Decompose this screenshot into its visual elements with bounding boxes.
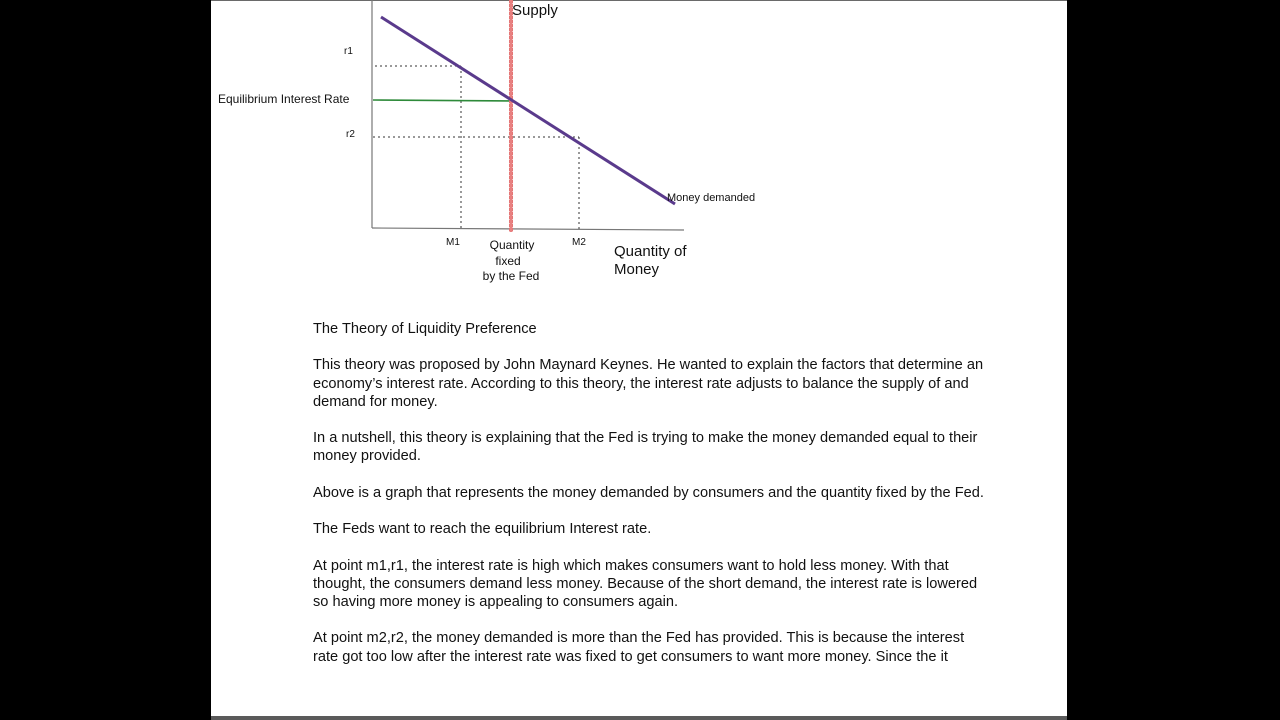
document-body	[313, 320, 993, 684]
paragraph-point-m2-r2: At point m2,r2, the money demanded is more than the Fed has provided. This is because the interest rate got too low after the interest rate was fixed to get consumers to want more money. Since the it	[313, 630, 965, 665]
paragraph-equilibrium-goal: The Feds want to reach the equilibrium Interest rate.	[313, 521, 652, 538]
equilibrium-rate-line	[373, 100, 511, 101]
x-axis-label	[614, 243, 687, 279]
money-demanded-label: Money demanded	[667, 192, 756, 204]
paragraph-nutshell: In a nutshell, this theory is explaining that the Fed is trying to make the money demanded equal to their money provided.	[313, 430, 978, 465]
quantity-fixed-label	[476, 238, 548, 285]
quantity-fixed-line-1: Quantity	[489, 238, 535, 252]
m2-label: M2	[572, 237, 586, 248]
r2-label: r2	[346, 129, 355, 140]
quantity-fixed-line-2: fixed	[495, 253, 521, 268]
quantity-fixed-line-3: by the Fed	[482, 269, 540, 283]
supply-label: Supply	[512, 2, 558, 19]
x-axis	[372, 228, 684, 230]
x-axis-label-line-1: Quantity of	[614, 243, 687, 260]
document-title: The Theory of Liquidity Preference	[313, 321, 537, 337]
paragraph-graph-description: Above is a graph that represents the money demanded by consumers and the quantity fixed by the Fed.	[313, 484, 984, 501]
x-axis-label-line-2: Money	[614, 261, 660, 278]
paragraph-point-m1-r1: At point m1,r1, the interest rate is high which makes consumers want to hold less money. With that thought, the consumers demand less money. Because of the short demand, the interest rate is lowered so having more money is appealing to consumers again.	[313, 557, 978, 610]
paragraph-keynes: This theory was proposed by John Maynard Keynes. He wanted to explain the factors that determine an economy’s interest rate. According to this theory, the interest rate adjusts to balance the supply of and demand for money.	[313, 357, 984, 410]
money-demand-line	[381, 17, 675, 204]
equilibrium-interest-rate-label: Equilibrium Interest Rate	[218, 92, 350, 106]
r1-label: r1	[344, 46, 353, 57]
page-bottom-border	[211, 716, 1067, 720]
m1-label: M1	[446, 237, 460, 248]
